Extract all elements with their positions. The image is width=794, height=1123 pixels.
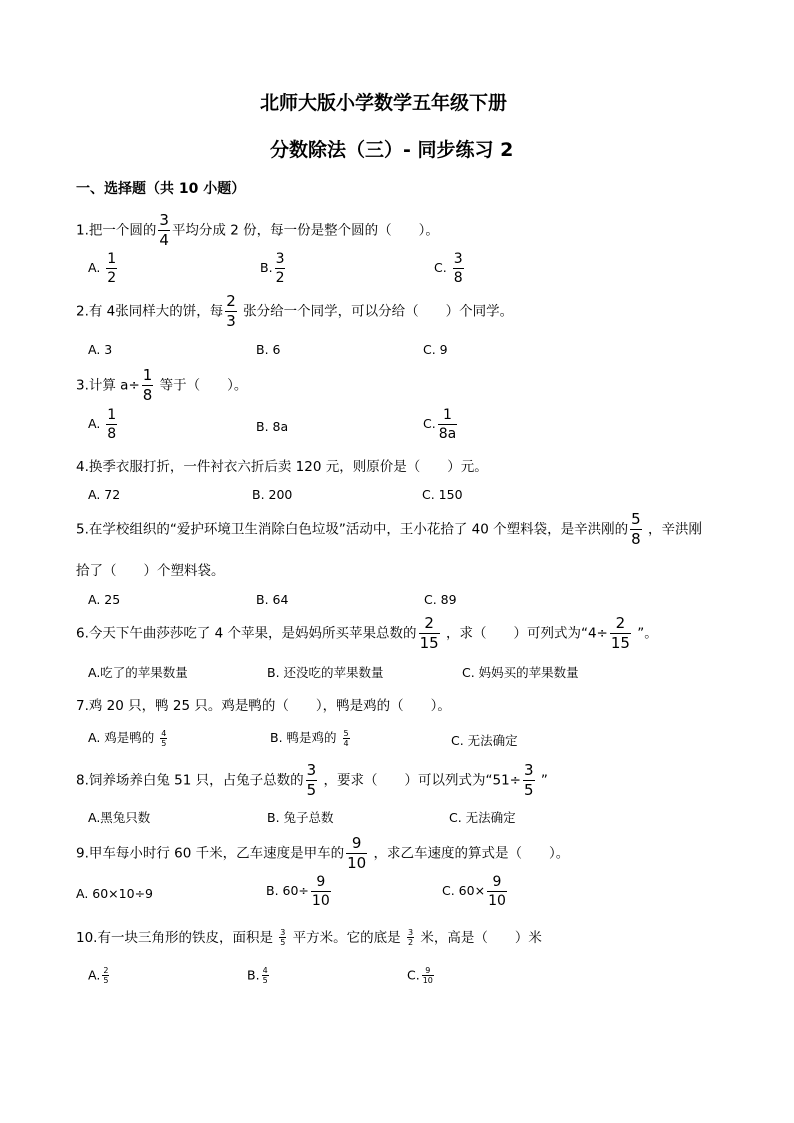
option-7c[interactable]: C. 无法确定 xyxy=(451,733,518,748)
option-5a[interactable]: A. 25 xyxy=(88,592,121,607)
option-4a[interactable]: A. 72 xyxy=(88,487,121,502)
option-8c[interactable]: C. 无法确定 xyxy=(449,810,516,825)
option-1b[interactable]: B. $\frac{3}{2}$ xyxy=(260,251,285,286)
page-title: 北师大版小学数学五年级下册 xyxy=(260,92,508,114)
question-1: 1.把一个圆的 $\frac{3}{4}$ 平均分成 2 份，每一份是整个圆的（ ）。 xyxy=(76,211,439,249)
option-1a[interactable]: A. $\frac{1}{2}$ xyxy=(88,251,117,286)
option-10a[interactable]: A. $\frac{2}{5}$ xyxy=(88,966,109,985)
option-2a[interactable]: A. 3 xyxy=(88,342,113,357)
question-8: 8.饲养场养白兔 51 只，占兔子总数的 $\frac{3}{5}$ ，要求（ ）可以列式为“51÷ $\frac{3}{5}$ ” xyxy=(76,761,548,799)
question-3: 3.计算 a÷ $\frac{1}{8}$ 等于（ ）。 xyxy=(76,366,248,404)
option-8b[interactable]: B. 兔子总数 xyxy=(267,810,334,825)
option-4c[interactable]: C. 150 xyxy=(422,487,463,502)
option-5b[interactable]: B. 64 xyxy=(256,592,289,607)
option-7b[interactable]: B. 鸭是鸡的 $\frac{5}{4}$ xyxy=(270,728,349,748)
question-5: 5.在学校组织的“爱护环境卫生消除白色垃圾”活动中，王小花拾了 40 个塑料袋，是辛洪刚的 $\frac{5}{8}$ ，辛洪刚 xyxy=(76,510,702,548)
option-8a[interactable]: A.黑兔只数 xyxy=(88,810,151,825)
option-2c[interactable]: C. 9 xyxy=(423,342,448,357)
question-5-line2: 拾了（ ）个塑料袋。 xyxy=(76,563,225,579)
question-9: 9.甲车每小时行 60 千米，乙车速度是甲车的 $\frac{9}{10}$ ，求乙车速度的算式是（ ）。 xyxy=(76,834,570,872)
option-6a[interactable]: A.吃了的苹果数量 xyxy=(88,665,188,680)
page-subtitle: 分数除法（三）- 同步练习 2 xyxy=(270,139,514,161)
option-10c[interactable]: C. $\frac{9}{10}$ xyxy=(407,966,433,985)
option-9b[interactable]: B. 60÷ $\frac{9}{10}$ xyxy=(266,874,330,909)
question-4: 4.换季衣服打折，一件衬衣六折后卖 120 元，则原价是（ ）元。 xyxy=(76,459,488,475)
option-3c[interactable]: C. $\frac{1}{8a}$ xyxy=(423,407,457,442)
option-7a[interactable]: A. 鸡是鸭的 $\frac{4}{5}$ xyxy=(88,728,167,748)
option-5c[interactable]: C. 89 xyxy=(424,592,457,607)
question-7: 7.鸡 20 只，鸭 25 只。鸡是鸭的（ ），鸭是鸡的（ ）。 xyxy=(76,698,451,714)
option-1c[interactable]: C. $\frac{3}{8}$ xyxy=(434,251,463,286)
option-4b[interactable]: B. 200 xyxy=(252,487,293,502)
question-6: 6.今天下午曲莎莎吃了 4 个苹果，是妈妈所买苹果总数的 $\frac{2}{15}$ ，求（ ）可列式为“4÷ $\frac{2}{15}$ ”。 xyxy=(76,614,658,652)
fraction: $\frac{3}{4}$ xyxy=(159,211,169,249)
option-3b[interactable]: B. 8a xyxy=(256,419,289,434)
option-9a[interactable]: A. 60×10÷9 xyxy=(76,886,153,901)
section-heading: 一、选择题（共 10 小题） xyxy=(76,181,246,197)
question-2: 2.有 4张同样大的饼，每 $\frac{2}{3}$ 张分给一个同学，可以分给（ ）个同学。 xyxy=(76,292,514,330)
option-10b[interactable]: B. $\frac{4}{5}$ xyxy=(247,966,268,985)
option-3a[interactable]: A. $\frac{1}{8}$ xyxy=(88,407,117,442)
option-9c[interactable]: C. 60× $\frac{9}{10}$ xyxy=(442,874,506,909)
option-2b[interactable]: B. 6 xyxy=(256,342,281,357)
option-6b[interactable]: B. 还没吃的苹果数量 xyxy=(267,665,384,680)
option-6c[interactable]: C. 妈妈买的苹果数量 xyxy=(462,665,579,680)
question-10: 10.有一块三角形的铁皮，面积是 $\frac{3}{5}$ 平方米。它的底是 $\frac{3}{2}$ 米，高是（ ）米 xyxy=(76,928,542,947)
